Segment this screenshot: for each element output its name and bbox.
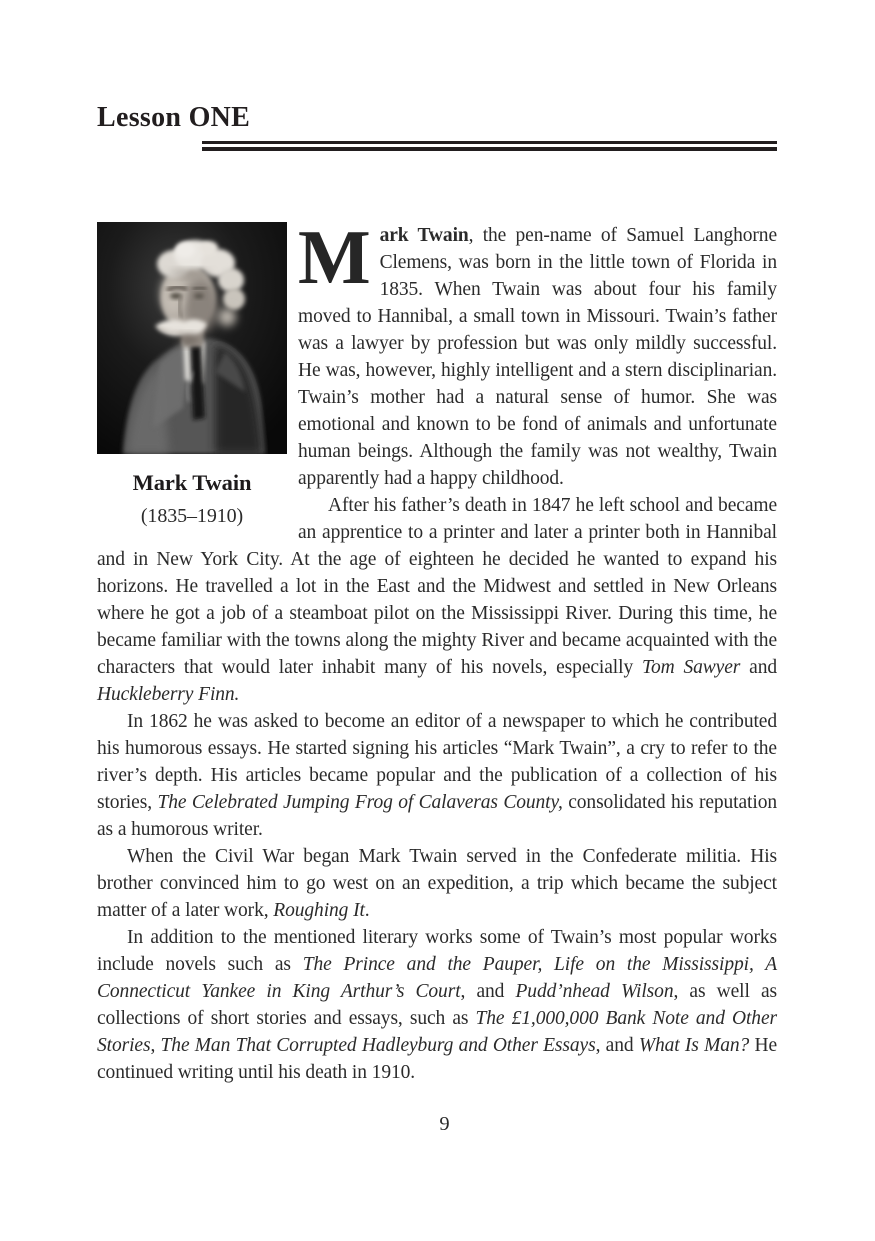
text-segment: . [364, 900, 370, 921]
text-segment: Pudd’nhead Wilson [515, 981, 674, 1002]
text-segment: Huckleberry Finn. [97, 684, 240, 705]
page-content [97, 0, 777, 1086]
paragraph [97, 843, 777, 924]
title-double-rule [202, 141, 777, 151]
portrait-caption-name: Mark Twain [132, 470, 252, 495]
text-segment: When the Civil War began Mark Twain served in the Confederate militia. His brother convinced him to go west on an expedition, a trip which became the subject matter of a later work, [97, 846, 777, 921]
text-segment: , the pen-name of Samuel Langhorne Clemens, was born in the little town of Florida in 1835. When Twain was about four his family moved to Hannibal, a small town in Missouri. Twain’s father was a lawyer by profession but was only mildly successful. He was, however, highly intelligent and a stern disciplinarian. Twain’s mother had a natural sense of humor. She was emotional and known to be fond of animals and unfortunate human beings. Although the family was not wealthy, Twain apparently had a happy childhood. [298, 225, 778, 489]
text-segment: ark Twain [379, 225, 469, 246]
text-segment: and [740, 657, 777, 678]
text-segment: consolidated his reputation as a humorous writer. [97, 792, 777, 840]
text-segment: The Man That Corrupted Hadleyburg and Other Essays [160, 1035, 596, 1056]
portrait-figure [97, 222, 287, 528]
lesson-title: Lesson ONE [97, 102, 251, 133]
text-segment: , and [460, 981, 516, 1002]
text-segment: Roughing It [273, 900, 365, 921]
text-segment: The Celebrated Jumping Frog of Calaveras County, [157, 792, 563, 813]
text-segment: The Prince and the Pauper, Life on the Mississippi, A Connecticut Yankee in King Arthur’s Court [97, 954, 778, 1002]
text-segment: , as well as collections of short stories and essays, such as [97, 981, 777, 1029]
text-segment: , and [595, 1035, 639, 1056]
text-segment: After his father’s death in 1847 he left school and became an apprentice to a printer and later a printer both in Hannibal and in New York City. At the age of eighteen he decided he wanted to expand his horizons. He travelled a lot in the East and the Midwest and settled in New Orleans where he got a job of a steamboat pilot on the Mississippi River. During this time, he became familiar with the towns along the mighty River and became acquainted with the characters that would later inhabit many of his novels, especially [97, 495, 777, 678]
article [97, 214, 778, 1086]
mark-twain-photo [97, 222, 287, 454]
text-segment: The £1,000,000 Bank Note and Other Stories [97, 1008, 777, 1056]
paragraph [97, 924, 777, 1086]
text-segment: What Is Man? [638, 1035, 750, 1056]
page-number: 9 [439, 1113, 450, 1135]
text-segment: In addition to the mentioned literary works some of Twain’s most popular works include novels such as [97, 927, 777, 975]
drop-cap: M [298, 214, 371, 300]
text-segment: Tom Sawyer [641, 657, 741, 678]
text-segment: He continued writing until his death in 1910. [97, 1035, 778, 1083]
paragraph [97, 708, 777, 843]
text-segment: , [150, 1035, 161, 1056]
text-segment: In 1862 he was asked to become an editor of a newspaper to which he contributed his humorous essays. He started signing his articles “Mark Twain”, a cry to refer to the river’s depth. His articles became popular and the publication of a collection of his stories, [97, 711, 777, 813]
portrait-caption-years: (1835–1910) [140, 505, 244, 527]
